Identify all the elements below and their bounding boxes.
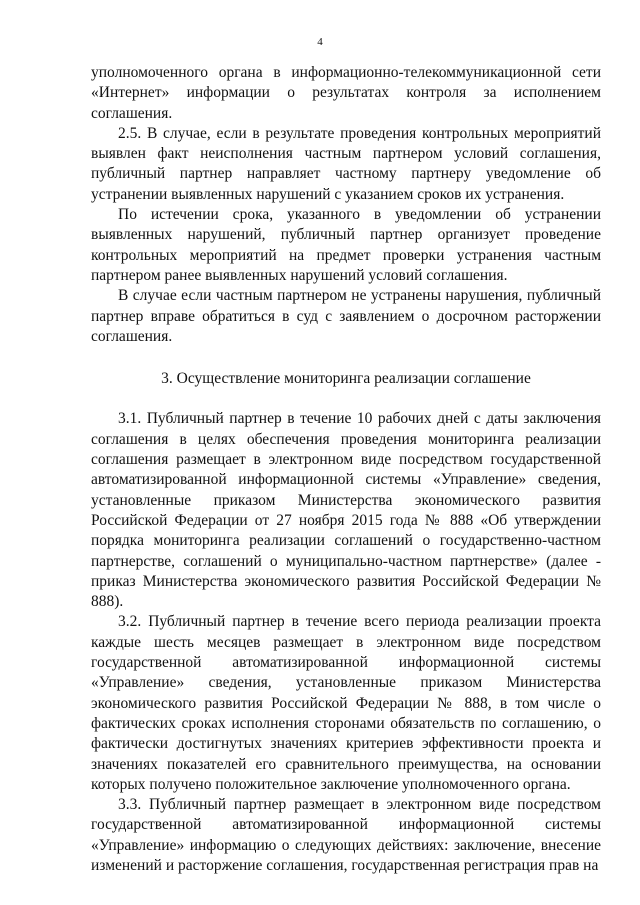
paragraph-continuation: уполномоченного органа в информационно-телекоммуникационной сети «Интернет» информации о результатах контроля за исполнением соглашения. [91, 64, 601, 122]
spacer [91, 347, 601, 369]
paragraph-court: В случае если частным партнером не устранены нарушения, публичный партнер вправе обратиться в суд с заявлением о досрочном расторжении соглашения. [91, 287, 601, 345]
spacer [91, 389, 601, 409]
document-body [91, 63, 601, 876]
paragraph-3-1: 3.1. Публичный партнер в течение 10 рабочих дней с даты заключения соглашения в целях обеспечения проведения мониторинга реализации соглашения размещает в электронном виде посредством государственной автоматизированной информационной системы «Управление» сведения, установленные приказом Министерства экономического развития Российской Федерации от 27 ноября 2015 года № 888 «Об утверждении порядка мониторинга реализации соглашений о государственно-частном партнерстве, соглашений о муниципально-частном партнерстве» (далее - приказ Министерства экономического развития Российской Федерации № 888). [91, 410, 601, 611]
paragraph-3-2: 3.2. Публичный партнер в течение всего периода реализации проекта каждые шесть месяцев размещает в электронном виде посредством государственной автоматизированной информационной системы «Управление» сведения, установленные приказом Министерства экономического развития Российской Федерации № 888, в том числе о фактических сроках исполнения сторонами обязательств по соглашению, о фактически достигнутых значениях критериев эффективности проекта и значениях показателей его сравнительного преимущества, на основании которых получено положительное заключение уполномоченного органа. [91, 613, 601, 793]
section-heading: 3. Осуществление мониторинга реализации соглашение [161, 370, 531, 388]
page-number: 4 [317, 36, 323, 48]
paragraph-inspection: По истечении срока, указанного в уведомлении об устранении выявленных нарушений, публичный партнер организует проведение контрольных мероприятий на предмет проверки устранения частным партнером ранее выявленных нарушений условий соглашения. [91, 206, 601, 284]
paragraph-3-3: 3.3. Публичный партнер размещает в электронном виде посредством государственной автоматизированной информационной системы «Управление» информацию о следующих действиях: заключение, внесение изменений и расторжение соглашения, государственная регистрация прав на [91, 796, 601, 874]
paragraph-2-5: 2.5. В случае, если в результате проведения контрольных мероприятий выявлен факт неисполнения частным партнером условий соглашения, публичный партнер направляет частному партнеру уведомление об устранении выявленных нарушений с указанием сроков их устранения. [91, 124, 601, 203]
